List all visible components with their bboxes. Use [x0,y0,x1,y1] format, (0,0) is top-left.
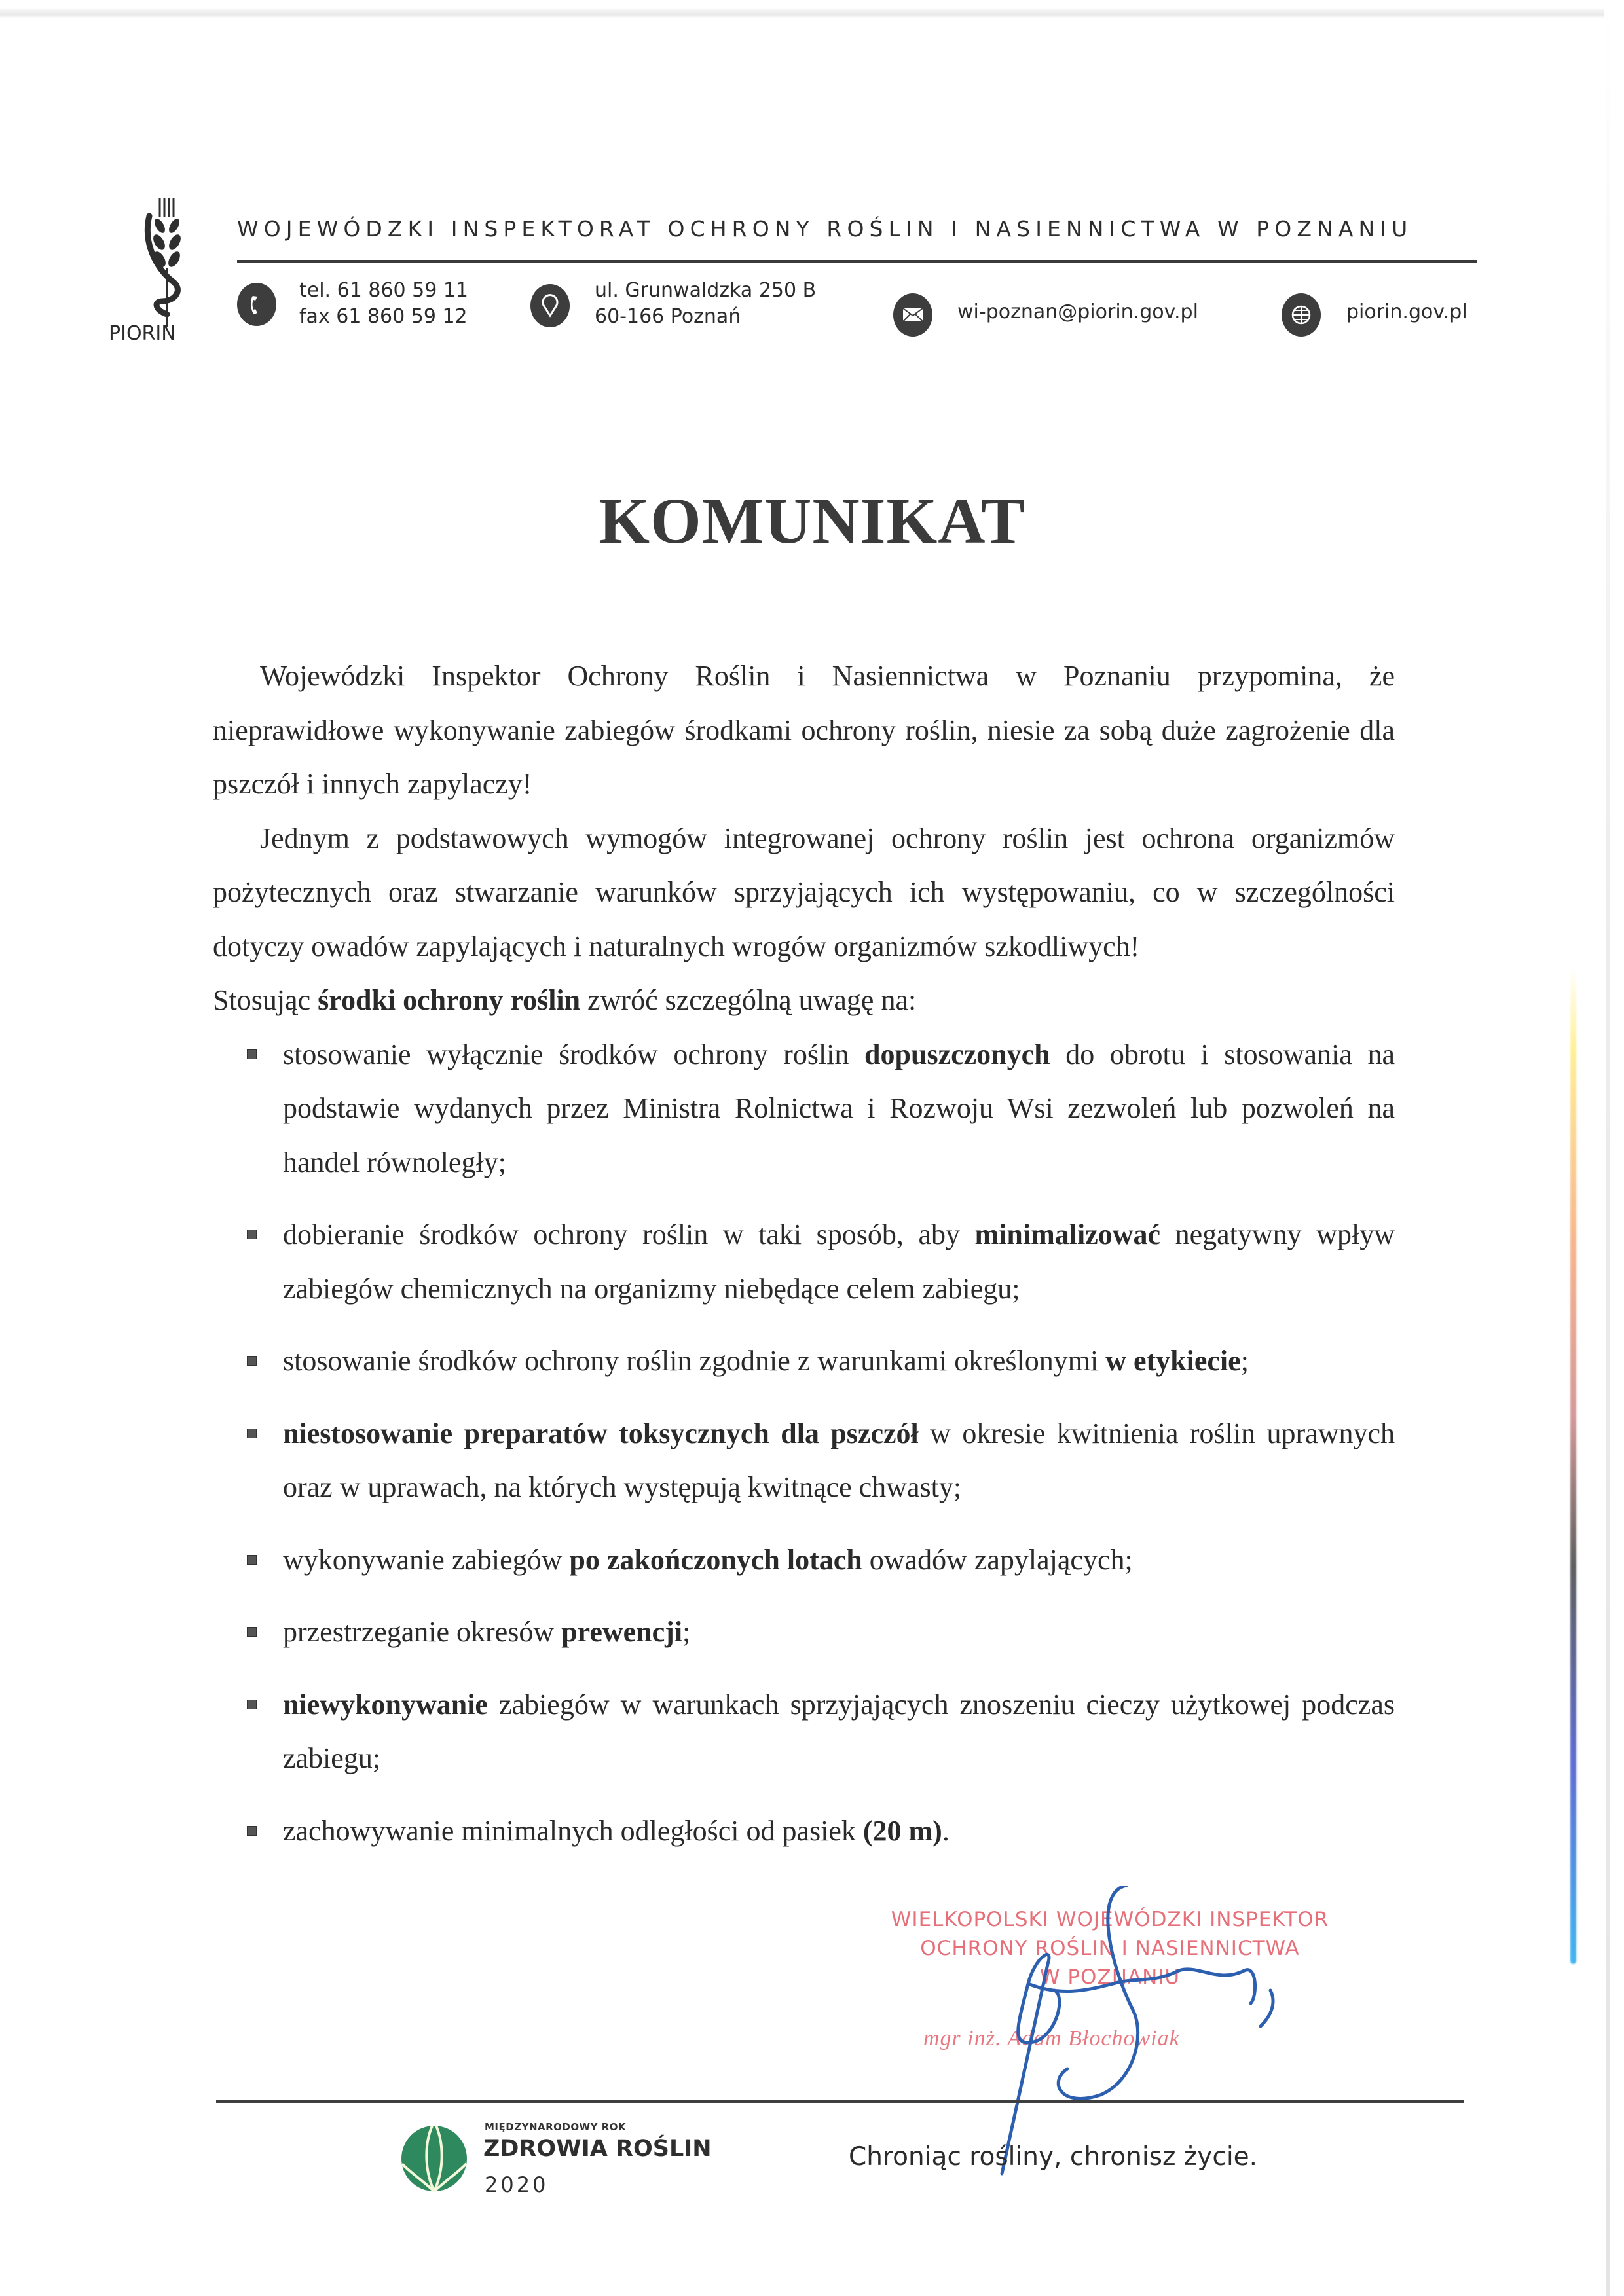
square-bullet-icon [247,1555,257,1565]
phone-contact [299,278,468,330]
list-item: stosowanie wyłącznie środków ochrony roślin dopuszczonych do obrotu i stosowania na podstawie wydanych przez Ministra Rolnictwa i Rozwoju Wsi zezwoleń lub pozwoleń na handel równoległy; [213,1028,1395,1190]
iyph-year: 2020 [485,2172,549,2197]
phone-icon [237,283,276,326]
list-item: zachowywanie minimalnych odległości od pasiek (20 m). [213,1804,1395,1859]
footer-slogan: Chroniąc rośliny, chronisz życie. [849,2142,1258,2172]
iyph-label-big: ZDROWIA ROŚLIN [483,2136,712,2162]
stamp-line-3: W POZNANIU [1039,1965,1181,1989]
square-bullet-icon [247,1356,257,1366]
footer-divider [216,2100,1464,2103]
square-bullet-icon [247,1700,257,1709]
square-bullet-icon [247,1429,257,1438]
header-divider [237,260,1477,263]
paragraph-integrated-protection: Jednym z podstawowych wymogów integrowanej ochrony roślin jest ochrona organizmów pożytecznych oraz stwarzanie warunków sprzyjających ich występowaniu, co w szczególności dotyczy owadów zapylających i naturalnych wrogów organizmów szkodliwych! [213,822,1395,962]
list-item: niewykonywanie zabiegów w warunkach sprzyjających znoszeniu cieczy użytkowej podczas zabiegu; [213,1678,1395,1786]
leaf-logo-icon [398,2124,470,2193]
envelope-icon [893,293,932,337]
announcement-body [213,649,1395,1876]
address-contact [595,278,816,330]
square-bullet-icon [247,1049,257,1059]
scan-edge-right [1606,0,1610,2296]
signatory-name: mgr inż. Adam Błochowiak [923,2026,1180,2050]
scan-color-streak [1570,969,1576,1964]
list-item: niestosowanie preparatów toksycznych dla pszczół w okresie kwitnienia roślin uprawnych oraz w uprawach, na których występują kwitnące chwasty; [213,1407,1395,1515]
piorin-wheat-snake-logo-icon [136,196,190,327]
globe-icon [1282,293,1321,337]
iyph-label-small: MIĘDZYNARODOWY ROK [485,2121,627,2133]
email-link[interactable]: wi-poznan@piorin.gov.pl [957,301,1198,323]
city-postcode: 60-166 Poznań [595,305,741,328]
piorin-logo-label: PIORIN [109,322,176,345]
paragraph-reminder: Wojewódzki Inspektor Ochrony Roślin i Nasiennictwa w Poznaniu przypomina, że nieprawidłowe wykonywanie zabiegów środkami ochrony roślin, niesie za sobą duże zagrożenie dla pszczół i innych zapylaczy! [213,660,1395,800]
map-pin-icon [530,284,570,327]
list-item: wykonywanie zabiegów po zakończonych lotach owadów zapylających; [213,1533,1395,1588]
phone-number[interactable]: tel. 61 860 59 11 [299,279,469,302]
list-item: przestrzeganie okresów prewencji; [213,1605,1395,1660]
street-address: ul. Grunwaldzka 250 B [595,279,817,302]
website-link[interactable]: piorin.gov.pl [1346,301,1467,323]
recommendation-list [213,1028,1395,1859]
document-title: KOMUNIKAT [599,484,1025,557]
list-item: dobieranie środków ochrony roślin w taki sposób, aby minimalizować negatywny wpływ zabiegów chemicznych na organizmy niebędące celem zabiegu; [213,1208,1395,1316]
square-bullet-icon [247,1826,257,1836]
stamp-line-1: WIELKOPOLSKI WOJEWÓDZKI INSPEKTOR [891,1908,1329,1931]
organization-name: WOJEWÓDZKI INSPEKTORAT OCHRONY ROŚLIN I NASIENNICTWA W POZNANIU [237,216,1413,242]
list-intro: Stosując środki ochrony roślin zwróć szczególną uwagę na: [213,984,917,1016]
fax-number: fax 61 860 59 12 [299,305,468,328]
list-item: stosowanie środków ochrony roślin zgodnie z warunkami określonymi w etykiecie; [213,1334,1395,1389]
square-bullet-icon [247,1230,257,1239]
scan-edge-top [0,9,1604,18]
handwritten-signature-icon [851,1886,1375,2180]
square-bullet-icon [247,1627,257,1637]
stamp-line-2: OCHRONY ROŚLIN I NASIENNICTWA [920,1937,1300,1960]
